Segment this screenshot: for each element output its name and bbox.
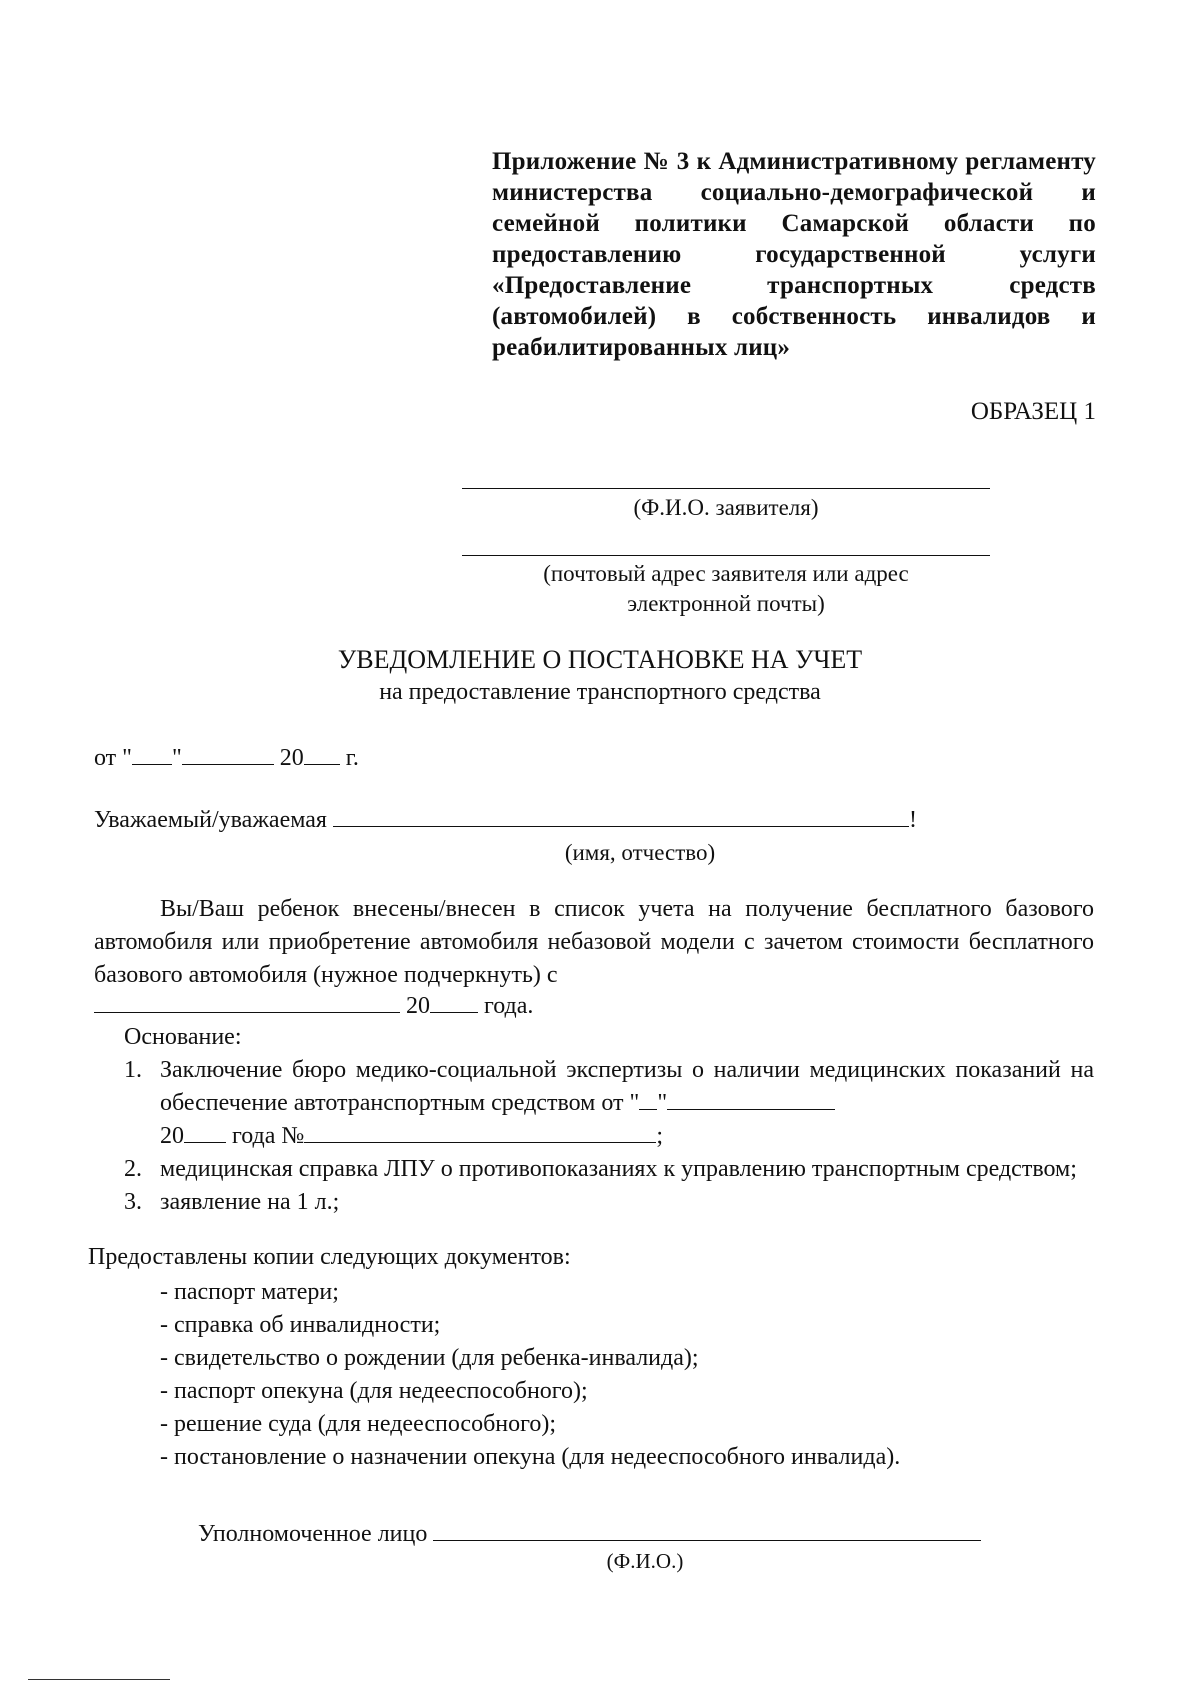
signature-line	[198, 1520, 981, 1548]
sample-label: ОБРАЗЕЦ 1	[970, 398, 1096, 425]
scan-edge-mark	[28, 1679, 170, 1680]
body-date-blank	[94, 992, 400, 1013]
applicant-address-line	[462, 555, 990, 556]
date-month-blank	[182, 744, 274, 765]
basis-item-1-year-suffix: года №	[232, 1123, 305, 1149]
body-paragraph	[94, 893, 1094, 992]
date-line	[94, 744, 359, 772]
basis-item-1-month-blank	[667, 1089, 835, 1110]
applicant-address-caption-1: (почтовый адрес заявителя или адрес	[543, 561, 909, 586]
copies-item: - паспорт опекуна (для недееспособного);	[160, 1378, 588, 1404]
body-text: Вы/Ваш ребенок внесены/внесен в список учета на получение бесплатного базового автомобиля или приобретение автомобиля небазовой модели с зачетом стоимости бесплатного базового автомобиля (нужное подчеркнуть) с	[94, 896, 1094, 988]
basis-item-1	[124, 1054, 1094, 1153]
date-year: 20	[279, 745, 304, 771]
basis-item-2-text: медицинская справка ЛПУ о противопоказаниях к управлению транспортным средством;	[160, 1156, 1077, 1182]
basis-item-3-text: заявление на 1 л.;	[160, 1189, 340, 1215]
greeting-name-blank	[333, 806, 909, 827]
copies-heading: Предоставлены копии следующих документов:	[88, 1244, 571, 1270]
date-quote: "	[171, 745, 182, 771]
signature-blank	[433, 1520, 981, 1541]
body-date-line	[94, 992, 533, 1020]
body-date-year: 20	[406, 993, 430, 1019]
greeting-caption: (имя, отчество)	[564, 840, 716, 865]
basis-list	[124, 1054, 1094, 1219]
basis-heading: Основание:	[124, 1024, 242, 1050]
basis-item-2-num: 2.	[124, 1156, 142, 1182]
basis-item-1-quote: "	[657, 1090, 668, 1116]
document-subtitle: на предоставление транспортного средства	[379, 679, 821, 705]
basis-item-1-day-blank	[639, 1089, 657, 1110]
basis-item-1-end: ;	[656, 1123, 663, 1149]
basis-item-1-year: 20	[160, 1123, 184, 1149]
basis-item-1-text: Заключение бюро медико-социальной экспертизы о наличии медицинских показаний на обеспечение автотранспортным средством от "	[160, 1057, 1094, 1116]
basis-item-1-num: 1.	[124, 1057, 142, 1083]
body-date-suffix: года.	[484, 993, 534, 1019]
copies-item: - постановление о назначении опекуна (для недееспособного инвалида).	[160, 1444, 901, 1470]
date-year-blank	[304, 744, 340, 765]
greeting-end: !	[908, 807, 917, 833]
applicant-address-caption-2: электронной почты)	[627, 591, 825, 616]
basis-item-2	[124, 1153, 1094, 1186]
greeting-line	[94, 806, 917, 834]
basis-item-3	[124, 1186, 1094, 1219]
greeting-label: Уважаемый/уважаемая	[94, 807, 327, 833]
appendix-header: Приложение № 3 к Административному регламенту министерства социально-демографической и семейной политики Самарской области по предоставлению государственной услуги «Предоставление транспортных средств (автомобилей) в собственность инвалидов и реабилитированных лиц»	[492, 148, 1096, 361]
basis-item-1-year-blank	[184, 1122, 226, 1143]
copies-item: - справка об инвалидности;	[160, 1312, 441, 1338]
document-title: УВЕДОМЛЕНИЕ О ПОСТАНОВКЕ НА УЧЕТ	[337, 645, 863, 674]
copies-item: - свидетельство о рождении (для ребенка-инвалида);	[160, 1345, 699, 1371]
applicant-name-caption: (Ф.И.О. заявителя)	[633, 495, 819, 520]
date-suffix: г.	[345, 745, 359, 771]
date-day-blank	[132, 744, 172, 765]
copies-item: - паспорт матери;	[160, 1279, 339, 1305]
date-prefix: от "	[94, 745, 132, 771]
body-year-blank	[430, 992, 478, 1013]
basis-item-3-num: 3.	[124, 1189, 142, 1215]
applicant-name-line	[462, 488, 990, 489]
basis-item-1-number-blank	[304, 1122, 656, 1143]
copies-list	[160, 1276, 900, 1474]
copies-item: - решение суда (для недееспособного);	[160, 1411, 557, 1437]
signature-caption: (Ф.И.О.)	[606, 1549, 684, 1573]
signature-label: Уполномоченное лицо	[198, 1521, 428, 1547]
